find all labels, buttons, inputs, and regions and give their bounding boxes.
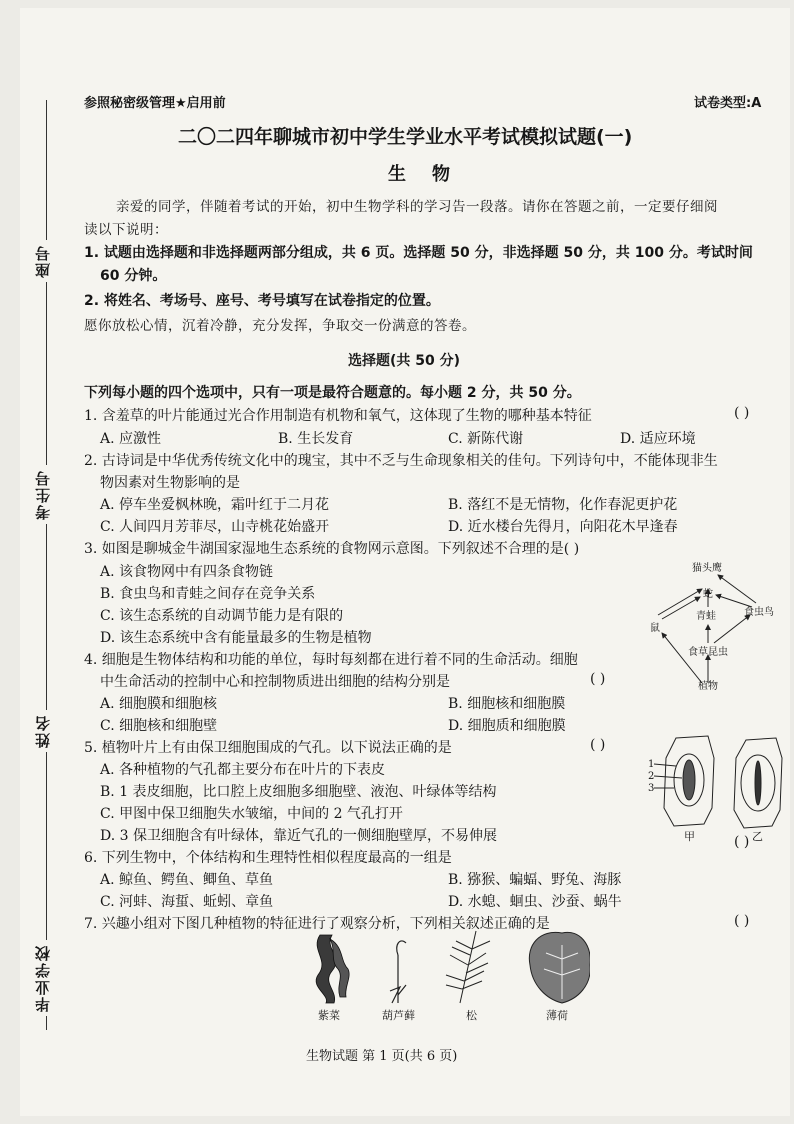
q1-option-b: B. 生长发育 [278,431,354,447]
plant-label-pine: 松 [466,1009,477,1022]
q5-option-c: C. 甲图中保卫细胞失水皱缩，中间的 2 气孔打开 [100,806,403,822]
plant-illustrations [300,925,590,1025]
plant-label-mint: 薄荷 [546,1009,568,1022]
q4-option-c: C. 细胞核和细胞壁 [100,718,218,734]
insect-label: 食草昆虫 [688,647,728,658]
snake-label: 蛇 [703,589,713,600]
q3-option-d: D. 该生态系统中含有能量最多的生物是植物 [100,630,372,646]
mouse-label: 鼠 [650,623,660,634]
q1-answer-paren: ( ) [734,405,750,421]
q7-stem: 7. 兴趣小组对下图几种植物的特征进行了观察分析，下列相关叙述正确的是 [84,916,550,932]
q6-stem: 6. 下列生物中，个体结构和生理特性相似程度最高的一组是 [84,850,452,866]
section-title: 选择题(共 50 分) [348,353,461,369]
instruction-1a: 1. 试题由选择题和非选择题两部分组成，共 6 页。选择题 50 分，非选择题 50 分，共 100 分。考试时间 [84,245,753,261]
q2-stem-2: 物因素对生物影响的是 [100,475,240,491]
instruction-2: 2. 将姓名、考场号、座号、考号填写在试卷指定的位置。 [84,293,440,309]
q2-option-a: A. 停车坐爱枫林晚，霜叶红于二月花 [100,497,330,513]
q3-option-b: B. 食虫鸟和青蛙之间存在竞争关系 [100,586,316,602]
stomata-number-3: 3 [648,783,655,794]
q3-option-a: A. 该食物网中有四条食物链 [100,564,274,580]
q5-option-a: A. 各种植物的气孔都主要分布在叶片的下表皮 [100,762,386,778]
subject-title: 生物 [388,164,476,185]
q2-option-b: B. 落红不是无情物，化作春泥更护花 [448,497,678,513]
food-web-arrows [640,555,790,695]
q4-option-a: A. 细胞膜和细胞核 [100,696,218,712]
q6-option-d: D. 水螅、蛔虫、沙蚕、蜗牛 [448,894,622,910]
q3-option-c: C. 该生态系统的自动调节能力是有限的 [100,608,344,624]
wish-line: 愿你放松心情，沉着冷静，充分发挥，争取交一份满意的答卷。 [84,318,476,334]
plant-label: 植物 [698,681,718,692]
bird-label: 食虫鸟 [744,607,774,618]
q1-stem: 1. 含羞草的叶片能通过光合作用制造有机物和氧气，这体现了生物的哪种基本特征 [84,408,592,424]
q6-option-a: A. 鲸鱼、鳄鱼、鲫鱼、草鱼 [100,872,274,888]
q3-stem: 3. 如图是聊城金牛湖国家湿地生态系统的食物网示意图。下列叙述不合理的是( ) [84,541,580,557]
seat-number-label: 座号 [32,240,62,282]
plant-label-laver: 紫菜 [318,1009,340,1022]
q2-stem-1: 2. 古诗词是中华优秀传统文化中的瑰宝，其中不乏与生命现象相关的佳句。下列诗句中，不能体现非生 [84,453,718,469]
stomata-number-1: 1 [648,759,655,770]
plant-label-moss: 葫芦藓 [382,1009,415,1022]
section-instruction: 下列每小题的四个选项中，只有一项是最符合题意的。每小题 2 分，共 50 分。 [84,385,581,401]
q6-option-c: C. 河蚌、海蜇、蚯蚓、章鱼 [100,894,274,910]
food-web-diagram [640,555,790,695]
figure-yi-label: 乙 [752,830,763,843]
stomata-number-2: 2 [648,771,655,782]
stomata-drawing [648,728,788,848]
plant-drawings [300,925,590,1005]
paper-type: 试卷类型:A [694,96,762,111]
q2-option-c: C. 人间四月芳菲尽，山寺桃花始盛开 [100,519,330,535]
q5-option-d: D. 3 保卫细胞含有叶绿体，靠近气孔的一侧细胞壁厚，不易伸展 [100,828,497,844]
figure-jia-label: 甲 [684,830,695,843]
q1-option-c: C. 新陈代谢 [448,431,524,447]
q4-stem-2: 中生命活动的控制中心和控制物质进出细胞的结构分别是 [100,674,450,690]
name-label: 姓名 [32,710,62,752]
intro-line-1: 亲爱的同学，伴随着考试的开始，初中生物学科的学习告一段落。请你在答题之前，一定要仔细阅 [116,199,718,215]
school-label: 毕业学校 [32,940,62,1016]
secret-level: 参照秘密级管理★启用前 [84,96,226,111]
q5-stem: 5. 植物叶片上有由保卫细胞围成的气孔。以下说法正确的是 [84,740,452,756]
instruction-1b: 60 分钟。 [100,268,167,284]
q5-answer-paren: ( ) [590,737,606,753]
q6-answer-paren: ( ) [734,834,750,850]
q7-answer-paren: ( ) [734,913,750,929]
page-footer: 生物试题 第 1 页(共 6 页) [306,1049,458,1064]
binding-strip [28,100,64,1060]
q1-option-d: D. 适应环境 [620,431,696,447]
intro-line-2: 读以下说明： [84,222,168,238]
candidate-number-label: 考生号 [32,465,62,524]
q2-option-d: D. 近水楼台先得月，向阳花木早逢春 [448,519,678,535]
q5-option-b: B. 1 表皮细胞，比口腔上皮细胞多细胞壁、液泡、叶绿体等结构 [100,784,497,800]
stomata-diagram [648,728,788,848]
q4-answer-paren: ( ) [590,671,606,687]
owl-label: 猫头鹰 [692,563,722,574]
exam-title: 二〇二四年聊城市初中学生学业水平考试模拟试题(一) [178,126,633,148]
q4-option-d: D. 细胞质和细胞膜 [448,718,566,734]
q6-option-b: B. 猕猴、蝙蝠、野兔、海豚 [448,872,622,888]
q1-option-a: A. 应激性 [100,431,162,447]
q4-option-b: B. 细胞核和细胞膜 [448,696,566,712]
frog-label: 青蛙 [696,611,716,622]
q4-stem-1: 4. 细胞是生物体结构和功能的单位，每时每刻都在进行着不同的生命活动。细胞 [84,652,578,668]
